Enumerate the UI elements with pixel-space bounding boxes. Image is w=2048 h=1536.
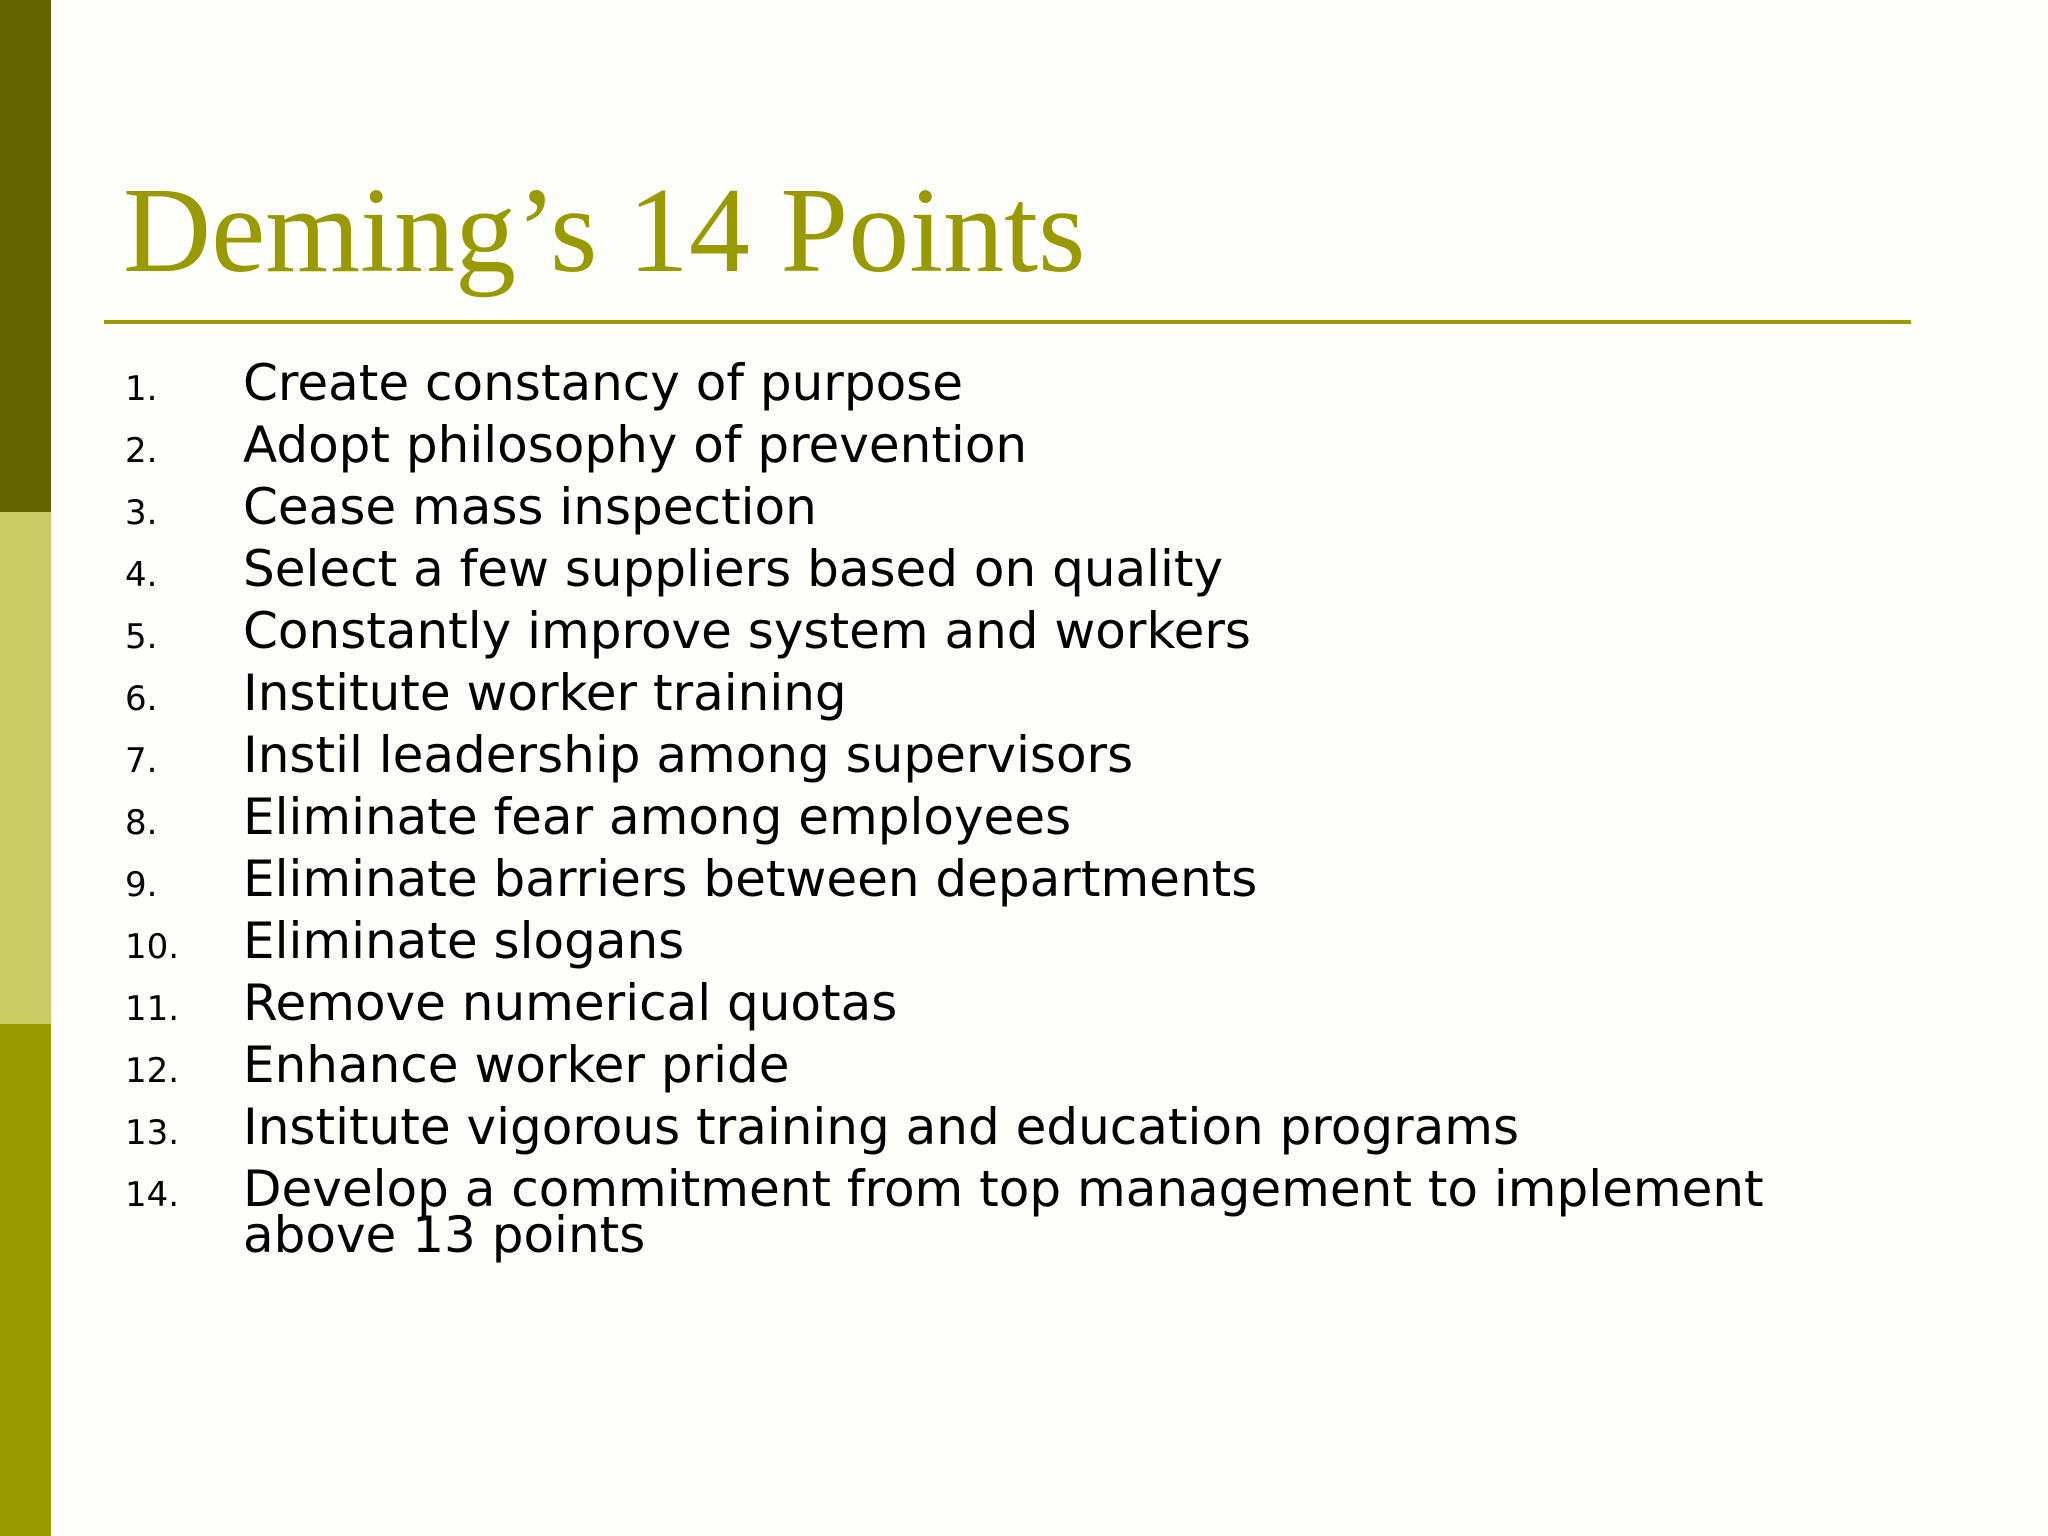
list-item-number: 8.: [125, 803, 158, 843]
list-item-text: Remove numerical quotas: [243, 974, 898, 1032]
list-item: [125, 974, 1925, 1042]
list-item-text: Eliminate slogans: [243, 912, 685, 970]
list-item-text: Create constancy of purpose: [243, 354, 963, 412]
list-item-number: 6.: [125, 679, 158, 719]
list-item-text: Develop a commitment from top management to implement above 13 points: [243, 1160, 1764, 1264]
list-item: [125, 850, 1925, 918]
list-item-text: Select a few suppliers based on quality: [243, 540, 1224, 598]
list-item: [125, 726, 1925, 794]
list-item-text: Eliminate barriers between departments: [243, 850, 1258, 908]
list-item: [125, 788, 1925, 856]
title-underline: [104, 320, 1911, 324]
sidebar-band-dark: [0, 0, 51, 512]
list-item: [125, 416, 1925, 484]
list-item-number: 4.: [125, 555, 158, 595]
list-item-text: Instil leadership among supervisors: [243, 726, 1134, 784]
list-item-text: Enhance worker pride: [243, 1036, 790, 1094]
list-item-text: Institute vigorous training and education programs: [243, 1098, 1520, 1156]
list-item-text: Eliminate fear among employees: [243, 788, 1072, 846]
list-item-text: Constantly improve system and workers: [243, 602, 1251, 660]
list-item-number: 12.: [125, 1051, 180, 1091]
list-item-text: Cease mass inspection: [243, 478, 817, 536]
list-item: [125, 912, 1925, 980]
list-item-number: 5.: [125, 617, 158, 657]
list-item-number: 11.: [125, 989, 180, 1029]
list-item-text: Institute worker training: [243, 664, 847, 722]
list-item: [125, 478, 1925, 546]
list-item: [125, 1160, 1925, 1264]
list-item: [125, 354, 1925, 422]
list-item-number: 2.: [125, 431, 158, 471]
sidebar-band-light: [0, 512, 51, 1024]
list-item-number: 9.: [125, 865, 158, 905]
list-item: [125, 540, 1925, 608]
list-item-number: 1.: [125, 369, 158, 409]
list-item-number: 3.: [125, 493, 158, 533]
sidebar-band-olive: [0, 1024, 51, 1536]
list-item: [125, 1036, 1925, 1104]
list-item-number: 10.: [125, 927, 180, 967]
list-item: [125, 664, 1925, 732]
list-item-number: 7.: [125, 741, 158, 781]
list-item: [125, 602, 1925, 670]
list-item-number: 14.: [125, 1175, 180, 1215]
list-item-text: Adopt philosophy of prevention: [243, 416, 1028, 474]
slide-title: Deming’s 14 Points: [123, 163, 1086, 298]
points-list: [125, 354, 1925, 1264]
list-item: [125, 1098, 1925, 1166]
list-item-number: 13.: [125, 1113, 180, 1153]
